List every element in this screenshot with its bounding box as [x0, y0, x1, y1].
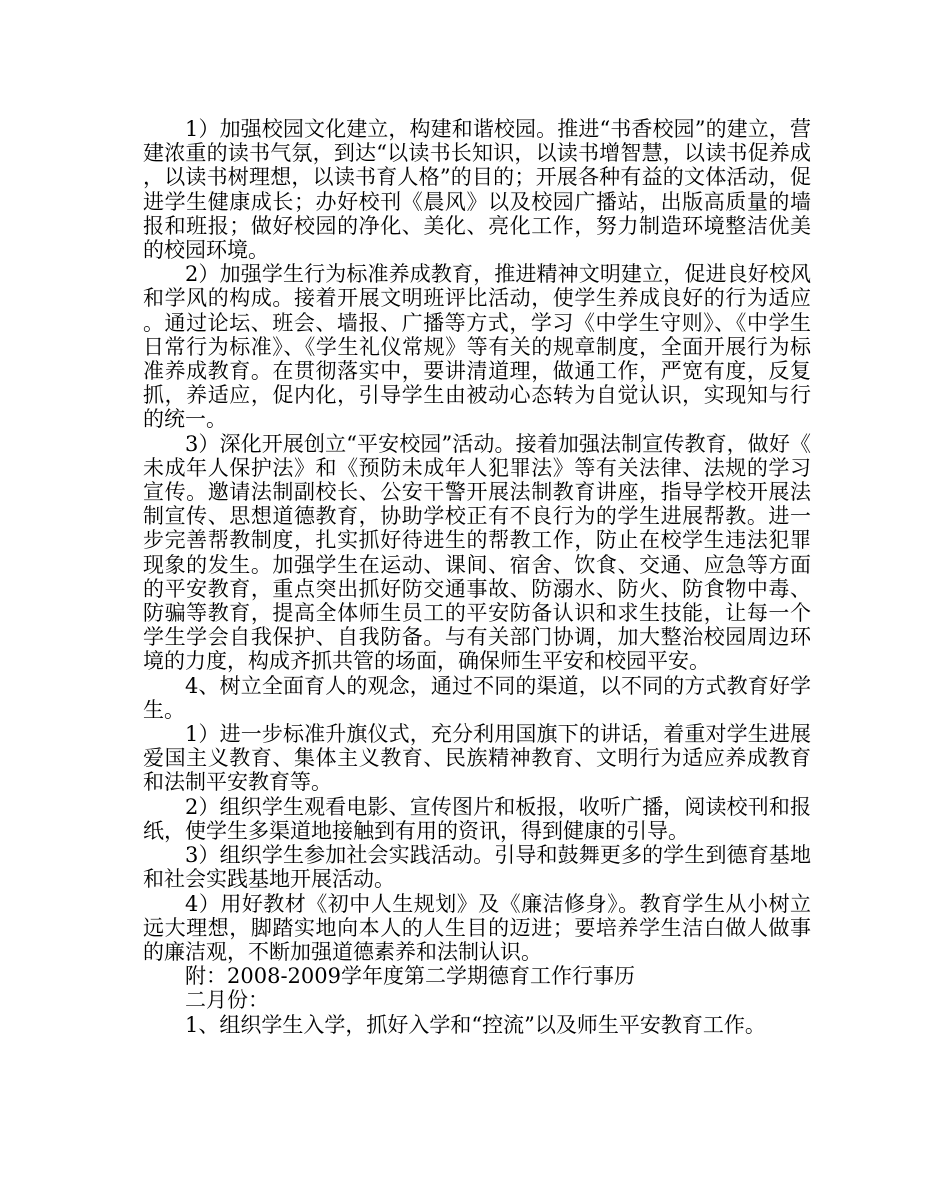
- paragraph-month-heading: 二月份：: [185, 988, 269, 1013]
- document-body: [143, 117, 811, 1037]
- paragraph-enrollment: 1、组织学生入学，抓好入学和“控流”以及师生平安教育工作。: [185, 1012, 766, 1037]
- paragraph-holistic-education: 4、树立全面育人的观念，通过不同的渠道，以不同的方式教育好学生。: [143, 673, 811, 722]
- paragraph-campus-culture: 1）加强校园文化建立，构建和谐校园。推进“书香校园”的建立，营建浓重的读书气氛，到达“以读书长知识，以读书增智慧，以读书促养成，以读书树理想，以读书育人格”的目的；开展各种有益的文体活动，促进学生健康成长；办好校刊《晨风》以及校园广播站，出版高质量的墙报和班报；做好校园的净化、美化、亮化工作，努力制造环境整洁优美的校园环境。: [143, 117, 811, 263]
- paragraph-media-guidance: 2）组织学生观看电影、宣传图片和板报，收听广播，阅读校刊和报纸，使学生多渠道地接触到有用的资讯，得到健康的引导。: [143, 794, 811, 843]
- paragraph-flag-ceremony: 1）进一步标准升旗仪式，充分利用国旗下的讲话，着重对学生进展爱国主义教育、集体主义教育、民族精神教育、文明行为适应养成教育和法制平安教育等。: [143, 722, 811, 795]
- paragraph-behavior-education: 2）加强学生行为标准养成教育，推进精神文明建立，促进良好校风和学风的构成。接着开展文明班评比活动，使学生养成良好的行为适应。通过论坛、班会、墙报、广播等方式，学习《中学生守则》、《中学生日常行为标准》、《学生礼仪常规》等有关的规章制度，全面开展行为标准养成教育。在贯彻落实中，要讲清道理，做通工作，严宽有度，反复抓，养适应，促内化，引导学生由被动心态转为自觉认识，实现知与行的统一。: [143, 262, 811, 432]
- paragraph-textbooks: 4）用好教材《初中人生规划》及《廉洁修身》。教育学生从小树立远大理想，脚踏实地向本人的人生目的迈进；要培养学生洁白做人做事的廉洁观，不断加强道德素养和法制认识。: [143, 891, 811, 964]
- paragraph-social-practice: 3）组织学生参加社会实践活动。引导和鼓舞更多的学生到德育基地和社会实践基地开展活动。: [143, 843, 811, 892]
- paragraph-appendix-title: 附：2008-2009学年度第二学期德育工作行事历: [185, 964, 635, 989]
- paragraph-safe-campus: 3）深化开展创立“平安校园”活动。接着加强法制宣传教育，做好《未成年人保护法》和《预防未成年人犯罪法》等有关法律、法规的学习宣传。邀请法制副校长、公安干警开展法制教育讲座，指导学校开展法制宣传、思想道德教育，协助学校正有不良行为的学生进展帮教。进一步完善帮教制度，扎实抓好待进生的帮教工作，防止在校学生违法犯罪现象的发生。加强学生在运动、课间、宿舍、饮食、交通、应急等方面的平安教育，重点突出抓好防交通事故、防溺水、防火、防食物中毒、防骗等教育，提高全体师生员工的平安防备认识和求生技能，让每一个学生学会自我保护、自我防备。与有关部门协调，加大整治校园周边环境的力度，构成齐抓共管的场面，确保师生平安和校园平安。: [143, 431, 811, 674]
